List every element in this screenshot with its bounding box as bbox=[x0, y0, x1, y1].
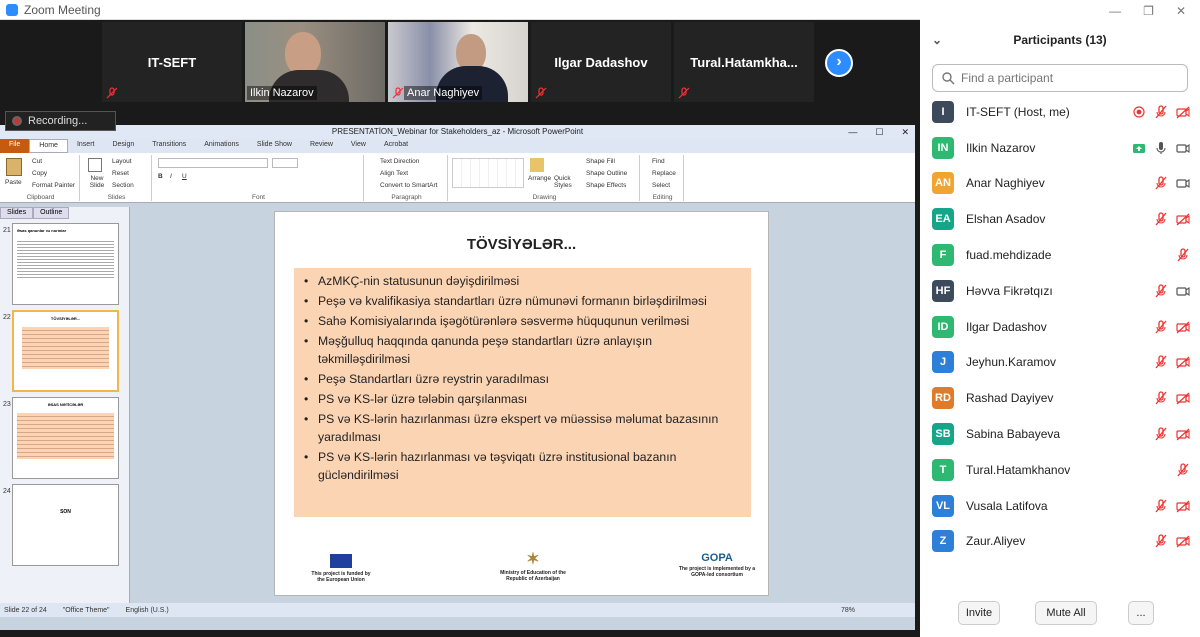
muted-mic-icon bbox=[392, 87, 404, 99]
bullet-item: • PS və KS-lərin hazırlanması və təşviqatı üzrə institusional bazanın gücləndirilməsi bbox=[302, 448, 743, 484]
video-tile-ilgar[interactable] bbox=[531, 22, 671, 102]
video-tile-ilkin[interactable] bbox=[245, 22, 385, 102]
avatar: VL bbox=[932, 495, 954, 517]
video-off-icon bbox=[1176, 391, 1190, 405]
participant-name: Ilkin Nazarov bbox=[966, 140, 1036, 155]
shared-screen bbox=[0, 125, 915, 630]
group-editing bbox=[642, 155, 684, 201]
ministry-caption: Ministry of Education of the Republic of Azerbaijan bbox=[500, 570, 566, 582]
muted-mic-icon[interactable] bbox=[1154, 176, 1168, 190]
participant-status-icons bbox=[1154, 284, 1190, 298]
group-label: Paragraph bbox=[391, 194, 422, 201]
recording-indicator[interactable] bbox=[5, 111, 116, 131]
minimize-icon[interactable]: — bbox=[848, 127, 858, 137]
eu-logo bbox=[309, 554, 373, 583]
underline-icon[interactable]: U bbox=[182, 173, 187, 180]
participant-row[interactable] bbox=[920, 166, 1200, 202]
participant-row[interactable] bbox=[920, 94, 1200, 130]
find-button[interactable]: Find bbox=[652, 158, 665, 165]
participants-title: Participants (13) bbox=[1013, 33, 1107, 47]
convert-smartart-button[interactable]: Convert to SmartArt bbox=[380, 182, 438, 189]
avatar: EA bbox=[932, 208, 954, 230]
participant-name: Tural.Hatamkhanov bbox=[966, 462, 1071, 477]
current-slide[interactable] bbox=[274, 211, 769, 596]
ribbon-tabs bbox=[0, 139, 915, 153]
video-tile-anar[interactable] bbox=[388, 22, 528, 102]
close-icon[interactable]: ✕ bbox=[1175, 4, 1186, 18]
font-name-select[interactable] bbox=[158, 158, 268, 168]
theme-indicator: "Office Theme" bbox=[62, 606, 110, 614]
participant-status-icons bbox=[1132, 141, 1190, 155]
more-button[interactable]: ... bbox=[1128, 601, 1154, 625]
participants-header bbox=[920, 22, 1200, 58]
video-tile-it-seft[interactable] bbox=[102, 22, 242, 102]
shape-outline-button[interactable]: Shape Outline bbox=[586, 170, 628, 177]
participant-name: Həvva Fikrətqızı bbox=[966, 283, 1053, 298]
avatar: J bbox=[932, 351, 954, 373]
zoom-level[interactable]: 78% bbox=[840, 606, 855, 614]
participant-status-icons bbox=[1176, 463, 1190, 477]
recommendations-box bbox=[294, 268, 751, 517]
ministry-logo bbox=[497, 552, 569, 582]
avatar: T bbox=[932, 459, 954, 481]
mic-icon[interactable] bbox=[1154, 141, 1168, 155]
participant-name: Sabina Babayeva bbox=[966, 427, 1061, 442]
participant-row[interactable] bbox=[920, 380, 1200, 416]
slides-panel bbox=[0, 207, 130, 607]
tab-design[interactable]: Design bbox=[112, 141, 135, 148]
video-tile-tural[interactable] bbox=[674, 22, 814, 102]
reset-button[interactable]: Reset bbox=[112, 170, 129, 177]
font-size-select[interactable] bbox=[272, 158, 298, 168]
replace-button[interactable]: Replace bbox=[652, 170, 676, 177]
tab-acrobat[interactable]: Acrobat bbox=[383, 141, 409, 148]
copy-button[interactable]: Copy bbox=[32, 170, 48, 177]
thumb-title: ƏSAS NƏTİCƏLƏR bbox=[47, 402, 84, 407]
new-slide-icon[interactable] bbox=[88, 158, 102, 172]
recording-icon bbox=[1132, 105, 1146, 119]
paste-button[interactable]: Paste bbox=[5, 179, 22, 186]
muted-mic-icon[interactable] bbox=[1154, 284, 1168, 298]
popout-icon[interactable]: ❐ bbox=[1143, 4, 1154, 18]
video-off-icon bbox=[1176, 427, 1190, 441]
powerpoint-title: PRESENTATİON_Webinar for Stakeholders_az - Microsoft PowerPoint bbox=[331, 127, 584, 136]
participant-status-icons bbox=[1154, 176, 1190, 190]
quick-styles-button[interactable]: Quick Styles bbox=[554, 175, 572, 189]
window-title: Zoom Meeting bbox=[24, 2, 101, 17]
tab-slide-show[interactable]: Slide Show bbox=[256, 141, 292, 148]
avatar: F bbox=[932, 244, 954, 266]
participant-row[interactable] bbox=[920, 524, 1200, 560]
participants-footer bbox=[920, 601, 1200, 627]
slide-number: 21 bbox=[3, 227, 11, 234]
slide-number: 23 bbox=[3, 401, 11, 408]
slide-editing-area bbox=[131, 207, 915, 607]
participant-name: Anar Naghiyev bbox=[966, 176, 1045, 191]
slide-number: 22 bbox=[3, 314, 11, 321]
close-icon[interactable]: ✕ bbox=[901, 127, 909, 137]
avatar: HF bbox=[932, 280, 954, 302]
video-camera-icon bbox=[1176, 141, 1190, 155]
participant-row[interactable] bbox=[920, 452, 1200, 488]
paste-icon[interactable] bbox=[6, 158, 22, 176]
panel-tabs bbox=[0, 207, 129, 219]
bullet-item: • Peşə və kvalifikasiya standartları üzrə nümunəvi formanın birləşdirilməsi bbox=[302, 292, 743, 310]
muted-mic-icon[interactable] bbox=[1154, 499, 1168, 513]
avatar: AN bbox=[932, 172, 954, 194]
slide-thumbnail[interactable] bbox=[12, 484, 119, 566]
participants-panel bbox=[920, 0, 1200, 637]
align-text-button[interactable]: Align Text bbox=[380, 170, 409, 177]
bold-icon[interactable]: B bbox=[158, 173, 163, 180]
group-clipboard bbox=[2, 155, 80, 201]
select-button[interactable]: Select bbox=[652, 182, 671, 189]
muted-mic-icon[interactable] bbox=[1154, 534, 1168, 548]
participant-status-icons bbox=[1132, 105, 1190, 119]
maximize-icon[interactable]: ☐ bbox=[875, 127, 884, 137]
window-titlebar bbox=[0, 0, 920, 20]
muted-mic-icon[interactable] bbox=[1154, 355, 1168, 369]
tab-insert[interactable]: Insert bbox=[76, 141, 95, 148]
video-tile-name: IT-SEFT bbox=[147, 55, 197, 70]
avatar: I bbox=[932, 101, 954, 123]
shape-fill-button[interactable]: Shape Fill bbox=[586, 158, 615, 165]
arrange-button[interactable]: Arrange bbox=[528, 175, 552, 182]
shape-effects-button[interactable]: Shape Effects bbox=[586, 182, 627, 189]
participant-row[interactable] bbox=[920, 488, 1200, 524]
participant-name: Jeyhun.Karamov bbox=[966, 355, 1057, 370]
muted-mic-icon[interactable] bbox=[1154, 212, 1168, 226]
participant-status-icons bbox=[1154, 355, 1190, 369]
avatar: SB bbox=[932, 423, 954, 445]
tab-home[interactable]: Home bbox=[29, 139, 68, 153]
participant-row[interactable] bbox=[920, 201, 1200, 237]
slide-number: 24 bbox=[3, 488, 11, 495]
participant-status-icons bbox=[1154, 427, 1190, 441]
ribbon bbox=[0, 153, 915, 203]
participant-status-icons bbox=[1154, 534, 1190, 548]
participant-name: Elshan Asadov bbox=[966, 212, 1046, 227]
group-slides bbox=[82, 155, 152, 201]
tab-outline[interactable]: Outline bbox=[33, 207, 69, 219]
bullet-item: • PS və KS-lər üzrə tələbin qarşılanması bbox=[302, 390, 743, 408]
avatar: ID bbox=[932, 316, 954, 338]
slide-thumbnail[interactable] bbox=[12, 397, 119, 479]
video-camera-icon bbox=[1176, 284, 1190, 298]
group-label: Font bbox=[251, 194, 265, 201]
muted-mic-icon[interactable] bbox=[1176, 463, 1190, 477]
powerpoint-titlebar bbox=[0, 125, 915, 139]
muted-mic-icon[interactable] bbox=[1154, 320, 1168, 334]
search-input[interactable] bbox=[961, 71, 1161, 85]
video-off-icon bbox=[1176, 534, 1190, 548]
avatar: Z bbox=[932, 530, 954, 552]
muted-mic-icon[interactable] bbox=[1154, 391, 1168, 405]
participant-name: Rashad Dayiyev bbox=[966, 391, 1054, 406]
layout-button[interactable]: Layout bbox=[112, 158, 132, 165]
avatar: IN bbox=[932, 137, 954, 159]
participant-row[interactable] bbox=[920, 416, 1200, 452]
arrange-icon[interactable] bbox=[530, 158, 544, 172]
shapes-gallery[interactable] bbox=[452, 158, 524, 188]
gopa-logo bbox=[677, 552, 757, 578]
italic-icon[interactable]: I bbox=[170, 173, 172, 180]
thumb-title: TÖVSİYƏLƏR... bbox=[50, 316, 81, 321]
participant-name: Zaur.Aliyev bbox=[966, 534, 1026, 549]
zoom-logo-icon bbox=[6, 4, 18, 16]
participant-row[interactable] bbox=[920, 345, 1200, 381]
participant-status-icons bbox=[1154, 499, 1190, 513]
bullet-item: • Sahə Komisiyalarında işəgötürənlərə səsvermə hüququnun verilməsi bbox=[302, 312, 743, 330]
group-label: Drawing bbox=[532, 194, 557, 201]
video-tile-name: Anar Naghiyev bbox=[404, 86, 482, 100]
bullet-list bbox=[294, 268, 751, 484]
slide-title: TÖVSİYƏLƏR... bbox=[466, 236, 577, 253]
participant-row[interactable] bbox=[920, 273, 1200, 309]
group-font bbox=[154, 155, 364, 201]
participant-status-icons bbox=[1154, 320, 1190, 334]
video-off-icon bbox=[1176, 355, 1190, 369]
gopa-wordmark: GOPA bbox=[701, 552, 733, 564]
slide-thumbnail[interactable] bbox=[12, 223, 119, 305]
bullet-item: • PS və KS-lərin hazırlanması üzrə ekspert və müəssisə məlumat bazasının yaradılması bbox=[302, 410, 743, 446]
muted-mic-icon[interactable] bbox=[1154, 427, 1168, 441]
muted-mic-icon bbox=[535, 87, 547, 99]
tab-slides[interactable]: Slides bbox=[0, 207, 33, 219]
thumb-title: Əsas qanunlar və normlar bbox=[17, 228, 67, 233]
cut-button[interactable]: Cut bbox=[32, 158, 43, 165]
chevron-down-icon[interactable]: ⌄ bbox=[932, 33, 943, 47]
group-drawing bbox=[450, 155, 640, 201]
group-paragraph bbox=[366, 155, 448, 201]
screen-share-icon bbox=[1132, 141, 1146, 155]
video-camera-icon bbox=[1176, 176, 1190, 190]
search-icon bbox=[941, 71, 955, 85]
text-direction-button[interactable]: Text Direction bbox=[380, 158, 420, 165]
next-page-arrow-icon[interactable]: › bbox=[825, 49, 853, 77]
minimize-icon[interactable]: — bbox=[1109, 4, 1122, 18]
window-controls bbox=[848, 125, 909, 139]
slide-thumbnail-selected[interactable] bbox=[12, 310, 119, 392]
group-label: Clipboard bbox=[26, 194, 55, 201]
language-indicator[interactable]: English (U.S.) bbox=[125, 606, 169, 614]
muted-mic-icon bbox=[678, 87, 690, 99]
eu-flag-icon bbox=[330, 554, 352, 568]
participant-status-icons bbox=[1154, 391, 1190, 405]
thumb-content bbox=[17, 413, 114, 459]
video-strip bbox=[0, 20, 920, 105]
avatar: RD bbox=[932, 387, 954, 409]
video-off-icon bbox=[1176, 499, 1190, 513]
thumb-content bbox=[22, 327, 109, 369]
video-off-icon bbox=[1176, 320, 1190, 334]
participant-row[interactable] bbox=[920, 237, 1200, 273]
tab-transitions[interactable]: Transitions bbox=[152, 141, 187, 148]
muted-mic-icon[interactable] bbox=[1154, 105, 1168, 119]
invite-button[interactable]: Invite bbox=[958, 601, 1000, 625]
bullet-item: • Məşğulluq haqqında qanunda peşə standartları üzrə anlayışın təkmilləşdirilməsi bbox=[302, 332, 743, 368]
participant-status-icons bbox=[1176, 248, 1190, 262]
video-tile-name: Tural.Hatamkha... bbox=[690, 55, 798, 70]
thumb-content bbox=[17, 239, 114, 279]
participant-row[interactable] bbox=[920, 130, 1200, 166]
tab-view[interactable]: View bbox=[350, 141, 366, 148]
status-bar bbox=[0, 603, 915, 617]
tab-review[interactable]: Review bbox=[309, 141, 333, 148]
participant-status-icons bbox=[1154, 212, 1190, 226]
video-tile-name: Ilkin Nazarov bbox=[247, 86, 317, 100]
video-off-icon bbox=[1176, 212, 1190, 226]
group-label: Slides bbox=[107, 194, 126, 201]
mute-all-button[interactable]: Mute All bbox=[1035, 601, 1097, 625]
muted-mic-icon bbox=[106, 87, 118, 99]
tab-file[interactable]: File bbox=[0, 139, 29, 153]
participant-name: fuad.mehdizade bbox=[966, 248, 1052, 263]
video-tile-name: Ilgar Dadashov bbox=[554, 55, 648, 70]
participant-list bbox=[920, 94, 1200, 559]
slide-indicator: Slide 22 of 24 bbox=[4, 606, 47, 614]
video-off-icon bbox=[1176, 105, 1190, 119]
bullet-item: • Peşə Standartları üzrə reystrin yaradılması bbox=[302, 370, 743, 388]
panel-window-controls bbox=[920, 0, 1200, 22]
participant-name: Ilgar Dadashov bbox=[966, 319, 1047, 334]
recording-label: Recording... bbox=[28, 115, 88, 127]
record-icon bbox=[12, 116, 22, 126]
new-slide-button[interactable]: New Slide bbox=[89, 175, 105, 189]
participant-row[interactable] bbox=[920, 309, 1200, 345]
tab-animations[interactable]: Animations bbox=[204, 141, 239, 148]
participant-name: IT-SEFT (Host, me) bbox=[966, 104, 1070, 119]
section-button[interactable]: Section bbox=[112, 182, 134, 189]
muted-mic-icon[interactable] bbox=[1176, 248, 1190, 262]
format-painter-button[interactable]: Format Painter bbox=[32, 182, 75, 189]
participant-search[interactable] bbox=[932, 64, 1188, 92]
bullet-item: • AzMKÇ-nin statusunun dəyişdirilməsi bbox=[302, 272, 743, 290]
participant-name: Vusala Latifova bbox=[966, 498, 1048, 513]
gopa-caption: The project is implemented by a GOPA-led consortium bbox=[678, 566, 756, 578]
group-label: Editing bbox=[652, 194, 673, 201]
eu-caption: This project is funded by the European Union bbox=[311, 571, 371, 583]
thumb-title: SON bbox=[60, 509, 71, 515]
ministry-emblem-icon: ✶ bbox=[526, 551, 540, 568]
